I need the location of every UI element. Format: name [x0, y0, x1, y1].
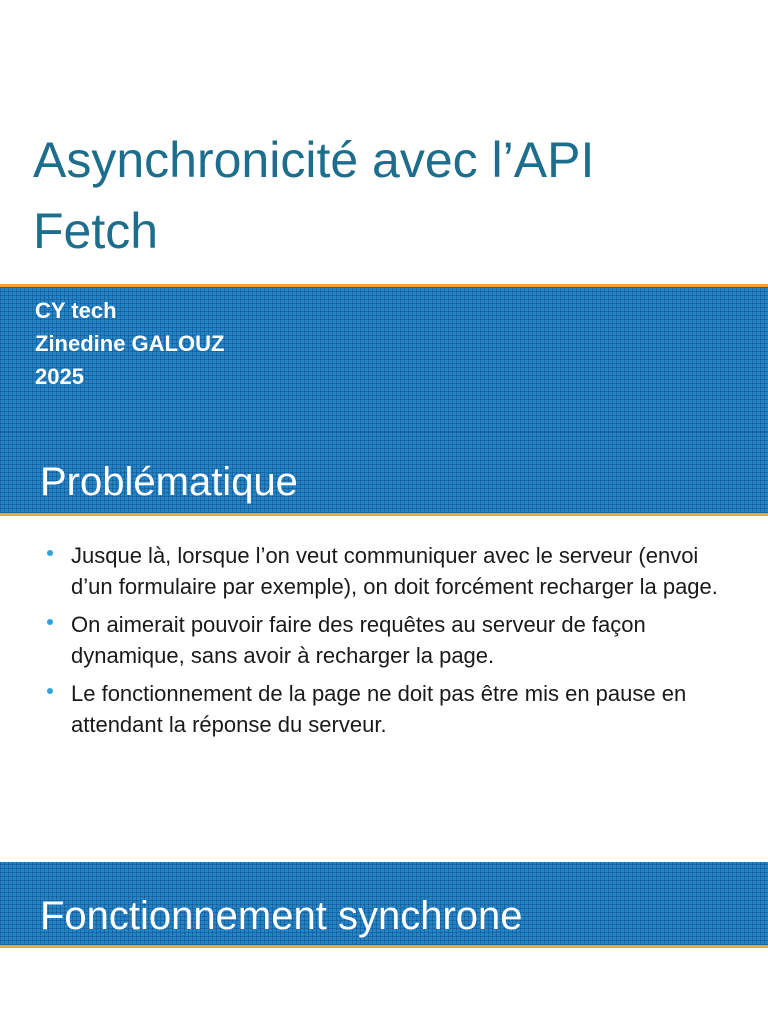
slide-3-heading: Fonctionnement synchrone [40, 894, 523, 938]
bullet-text: Le fonctionnement de la page ne doit pas être mis en pause en attendant la réponse du serveur. [71, 681, 687, 737]
bullet-text: On aimerait pouvoir faire des requêtes au serveur de façon dynamique, sans avoir à recharger la page. [71, 612, 646, 668]
bullet-dot-icon [47, 688, 53, 694]
subtitle-block [35, 294, 224, 393]
bullet-dot-icon [47, 550, 53, 556]
slide-2-heading: Problématique [40, 460, 298, 504]
slide-3-accent-line [0, 945, 768, 948]
subtitle-school: CY tech [35, 298, 117, 323]
subtitle-author: Zinedine GALOUZ [35, 331, 225, 356]
bullet-dot-icon [47, 619, 53, 625]
list-item [0, 609, 733, 671]
presentation-title: Asynchronicité avec l’API Fetch [33, 132, 595, 259]
slide-2-bullet-list [0, 540, 733, 747]
slide-2-accent-line [0, 513, 768, 516]
bullet-text: Jusque là, lorsque l’on veut communiquer avec le serveur (envoi d’un formulaire par exemple), on doit forcément recharger la page. [71, 543, 718, 599]
subtitle-year: 2025 [35, 364, 84, 389]
list-item [0, 678, 733, 740]
list-item [0, 540, 733, 602]
